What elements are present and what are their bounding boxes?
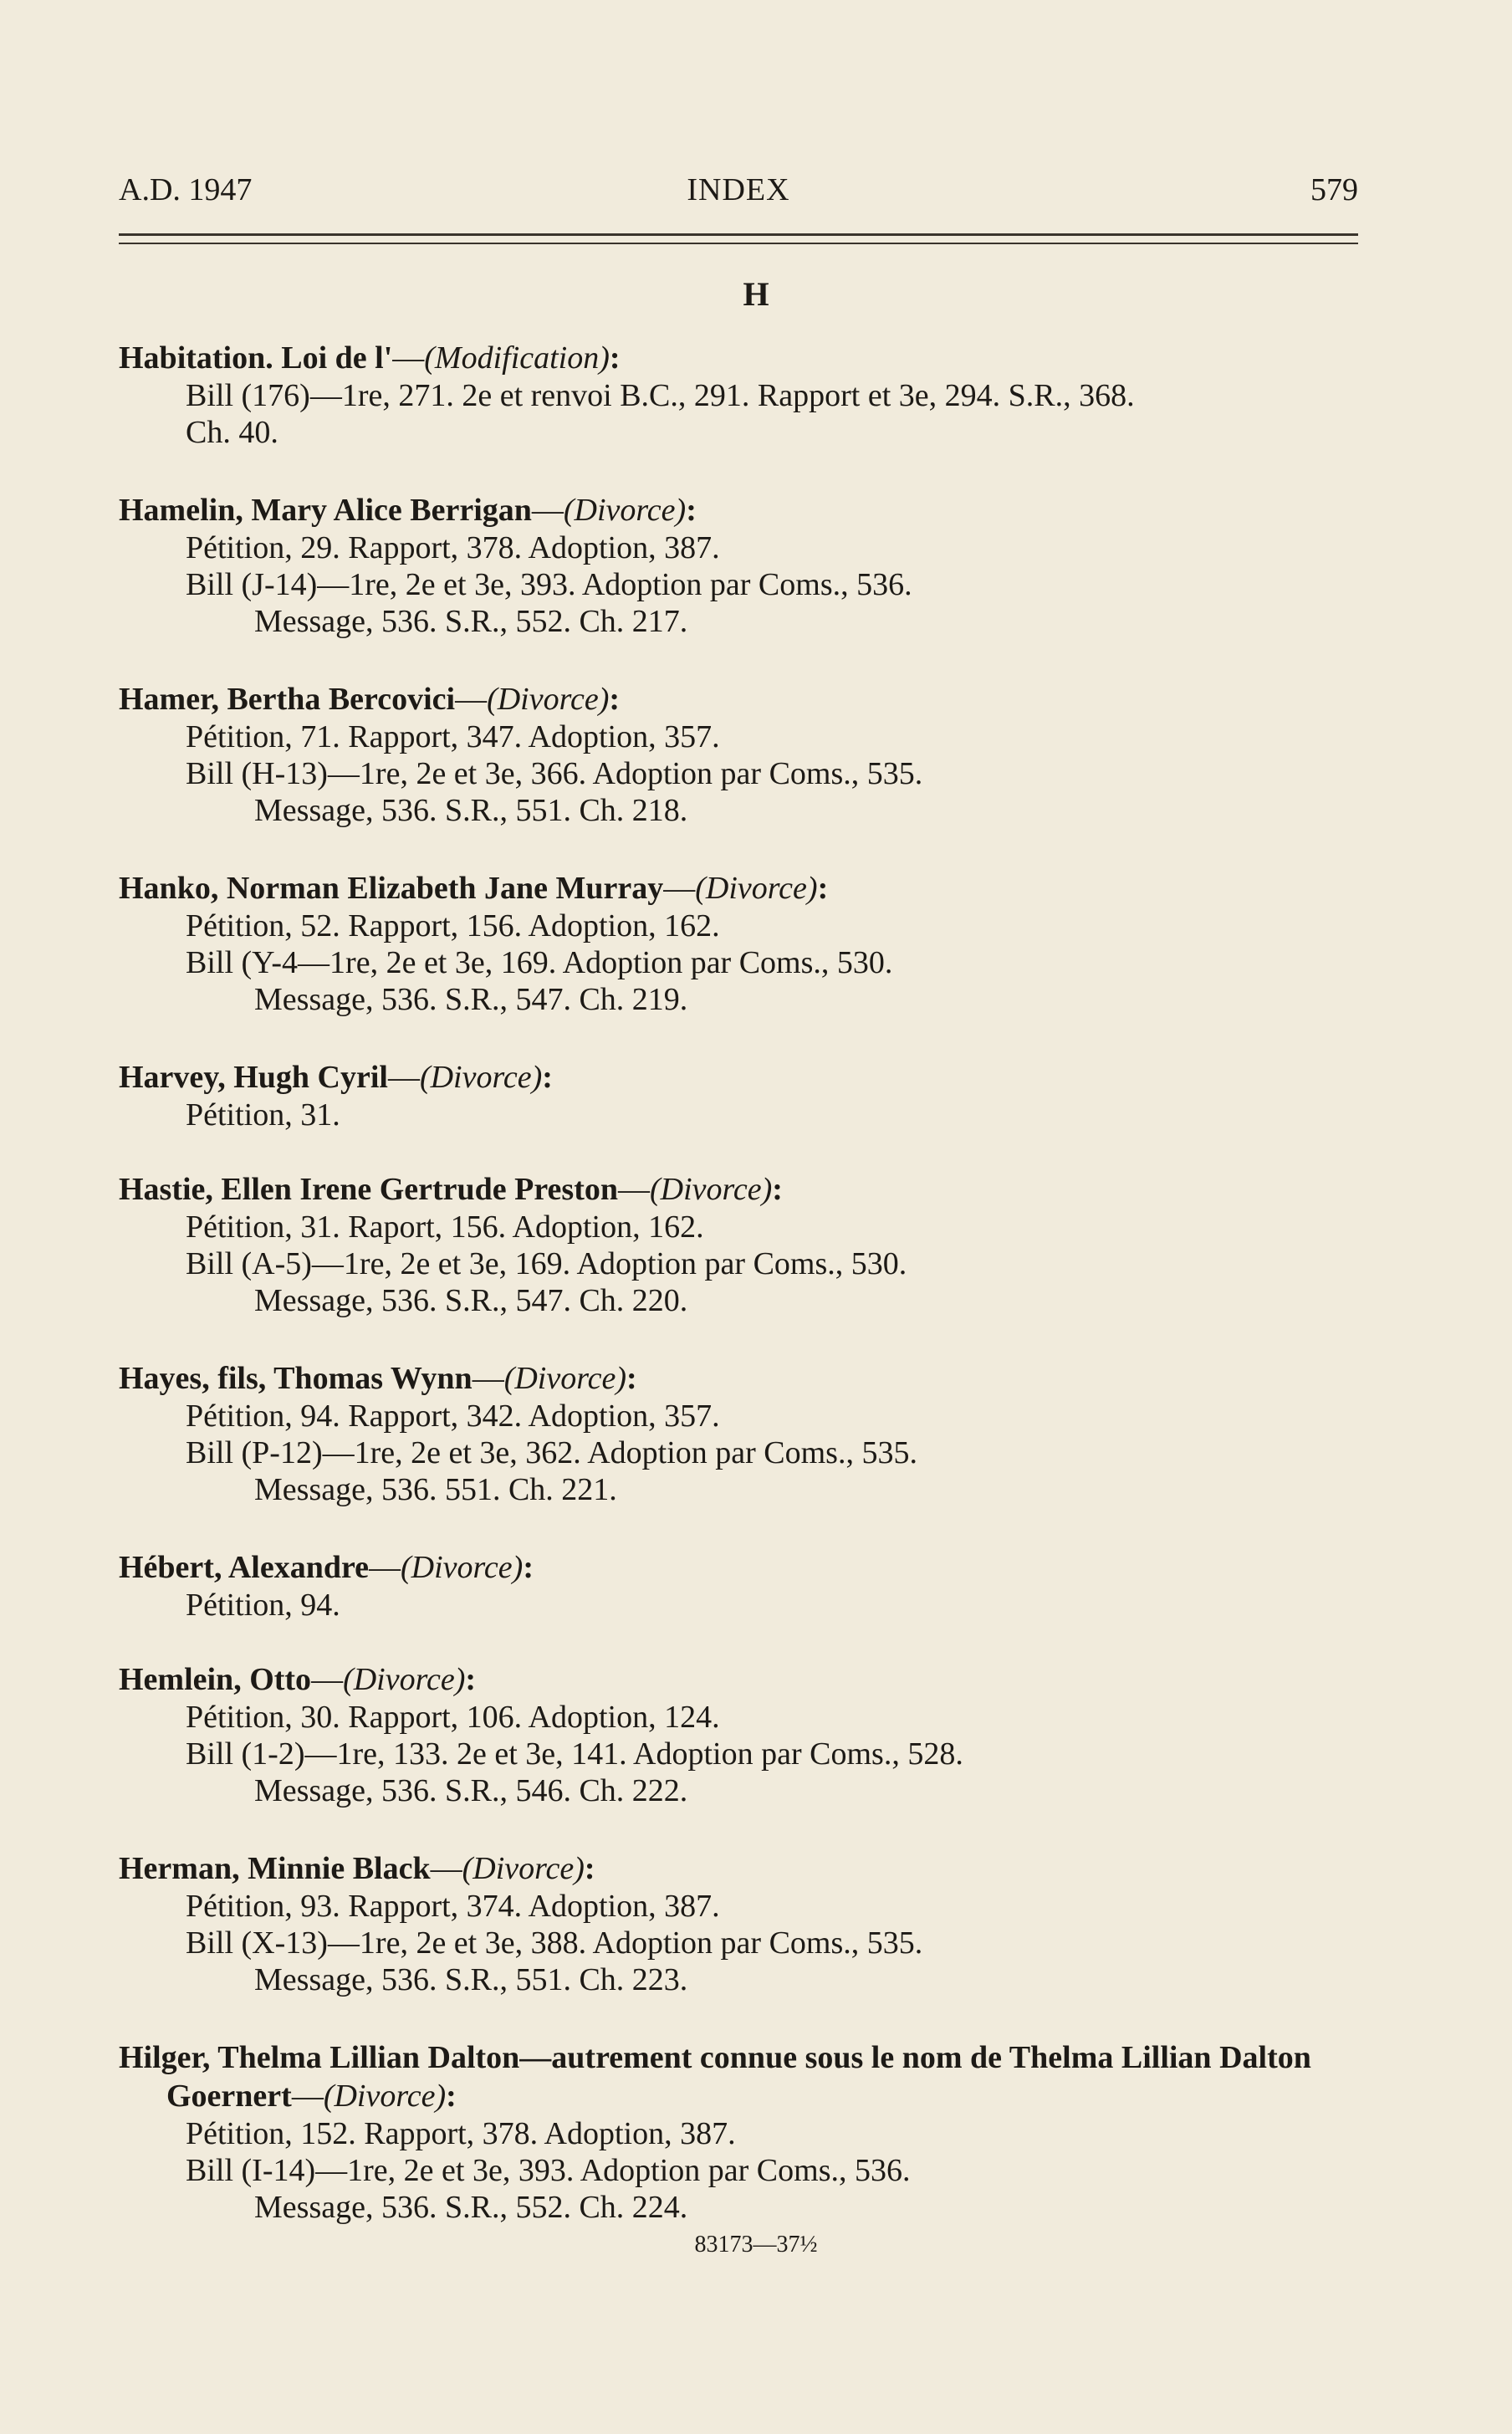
entry-line: Bill (1-2)—1re, 133. 2e et 3e, 141. Adoption par Coms., 528. [186,1736,963,1772]
entry-line: Pétition, 71. Rapport, 347. Adoption, 357. [186,719,720,754]
entry-name: Herman, Minnie Black [119,1851,431,1886]
entry-heading: Hilger, Thelma Lillian Dalton—autrement connue sous le nom de Thelma Lillian Dalton Goernert—(Divorce): [119,2040,1311,2114]
index-entry [119,491,1365,640]
entry-line: Pétition, 31. [186,1097,340,1133]
entry-line: Pétition, 152. Rapport, 378. Adoption, 387. [186,2116,736,2151]
entry-line: Message, 536. S.R., 547. Ch. 220. [254,1283,688,1318]
index-entry [119,2038,1365,2226]
entry-name: Hastie, Ellen Irene Gertrude Preston [119,1172,618,1207]
index-entry [119,339,1365,451]
index-entry [119,1849,1365,1998]
index-entry [119,869,1365,1018]
entry-qualifier: (Divorce) [343,1662,466,1697]
entry-qualifier: (Divorce) [487,682,610,717]
entry-name: Hanko, Norman Elizabeth Jane Murray [119,871,664,906]
entry-qualifier: (Divorce) [563,493,687,528]
entry-heading: Hayes, fils, Thomas Wynn—(Divorce): [119,1361,637,1396]
entry-line: Bill (176)—1re, 271. 2e et renvoi B.C., 291. Rapport et 3e, 294. S.R., 368. [186,378,1135,413]
entry-line: Message, 536. S.R., 546. Ch. 222. [254,1773,688,1808]
entry-qualifier: (Divorce) [695,871,818,906]
index-entry [119,680,1365,829]
entry-name: Hilger, Thelma Lillian Dalton—autrement connue sous le nom de Thelma Lillian Dalton Goernert [119,2040,1311,2114]
entry-line: Pétition, 29. Rapport, 378. Adoption, 387. [186,530,720,565]
index-entry [119,1058,1365,1133]
entry-qualifier: (Divorce) [503,1361,626,1396]
entry-name: Hamelin, Mary Alice Berrigan [119,493,532,528]
index-entries [119,339,1365,2266]
entry-line: Bill (P-12)—1re, 2e et 3e, 362. Adoption par Coms., 535. [186,1435,917,1470]
entry-name: Hébert, Alexandre [119,1550,370,1585]
entry-name: Hemlein, Otto [119,1662,312,1697]
header-rule-thick [119,233,1358,236]
entry-line: Bill (H-13)—1re, 2e et 3e, 366. Adoption par Coms., 535. [186,756,923,791]
entry-qualifier: (Divorce) [323,2079,447,2114]
entry-line: Bill (A-5)—1re, 2e et 3e, 169. Adoption par Coms., 530. [186,1246,907,1281]
entry-heading: Hemlein, Otto—(Divorce): [119,1662,477,1697]
header-title: INDEX [687,172,790,207]
section-letter: H [743,275,769,313]
entry-heading: Hamelin, Mary Alice Berrigan—(Divorce): [119,493,697,528]
entry-line: Pétition, 31. Raport, 156. Adoption, 162. [186,1209,704,1245]
index-entry [119,1548,1365,1624]
entry-heading: Habitation. Loi de l'—(Modification): [119,340,621,376]
index-entry [119,1170,1365,1319]
entry-heading: Hanko, Norman Elizabeth Jane Murray—(Divorce): [119,871,829,906]
header-rule-thin [119,243,1358,244]
entry-line: Bill (X-13)—1re, 2e et 3e, 388. Adoption par Coms., 535. [186,1925,923,1961]
header-year: A.D. 1947 [119,172,253,207]
entry-qualifier: (Modification) [424,340,610,376]
entry-line: Ch. 40. [186,415,278,450]
entry-heading: Hamer, Bertha Bercovici—(Divorce): [119,682,621,717]
entry-line: Pétition, 30. Rapport, 106. Adoption, 124. [186,1700,720,1735]
entry-line: Message, 536. S.R., 547. Ch. 219. [254,982,688,1017]
entry-qualifier: (Divorce) [650,1172,773,1207]
page-number: 579 [1310,172,1358,207]
entry-name: Habitation. Loi de l' [119,340,393,376]
entry-line: Pétition, 52. Rapport, 156. Adoption, 162. [186,908,720,943]
entry-qualifier: (Divorce) [401,1550,524,1585]
entry-name: Harvey, Hugh Cyril [119,1060,388,1095]
entry-qualifier: (Divorce) [419,1060,543,1095]
index-entry [119,1660,1365,1809]
entry-line: Pétition, 94. [186,1588,340,1623]
entry-qualifier: (Divorce) [462,1851,585,1886]
entry-name: Hamer, Bertha Bercovici [119,682,456,717]
entry-line: Bill (Y-4—1re, 2e et 3e, 169. Adoption par Coms., 530. [186,945,893,980]
entry-name: Hayes, fils, Thomas Wynn [119,1361,472,1396]
entry-line: Pétition, 93. Rapport, 374. Adoption, 387. [186,1889,720,1924]
entry-line: Message, 536. S.R., 551. Ch. 223. [254,1962,688,1997]
entry-line: Message, 536. S.R., 551. Ch. 218. [254,793,688,828]
entry-line: Pétition, 94. Rapport, 342. Adoption, 357. [186,1399,720,1434]
entry-line: Message, 536. S.R., 552. Ch. 224. [254,2190,688,2225]
entry-line: Bill (J-14)—1re, 2e et 3e, 393. Adoption par Coms., 536. [186,567,912,602]
entry-line: Message, 536. 551. Ch. 221. [254,1472,617,1507]
index-entry [119,1359,1365,1508]
entry-line: Bill (I-14)—1re, 2e et 3e, 393. Adoption par Coms., 536. [186,2153,911,2188]
print-signature: 83173—37½ [694,2232,818,2258]
entry-line: Message, 536. S.R., 552. Ch. 217. [254,604,688,639]
entry-heading: Hastie, Ellen Irene Gertrude Preston—(Divorce): [119,1172,783,1207]
entry-heading: Herman, Minnie Black—(Divorce): [119,1851,595,1886]
entry-heading: Hébert, Alexandre—(Divorce): [119,1550,534,1585]
entry-heading: Harvey, Hugh Cyril—(Divorce): [119,1060,553,1095]
running-header [119,171,1358,213]
